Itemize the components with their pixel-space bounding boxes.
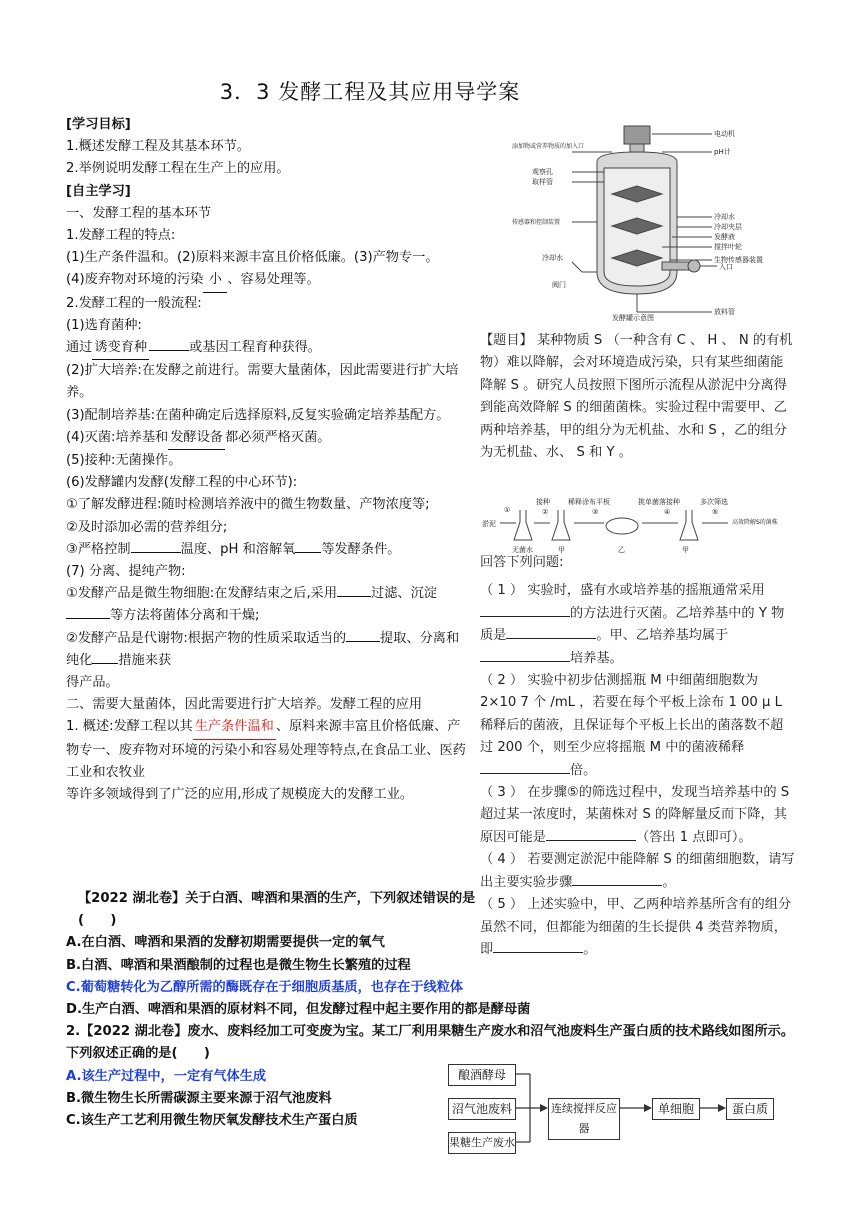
question-1 (480, 580, 796, 670)
question-intro: 【题目】 某种物质 S （一种含有 C 、 H 、 N 的有机物）难以降解，会对环境造成污染，只有某些细菌能降解 S 。研究人员按照下图所示流程从淤泥中分离得到能高效降解 S 的细菌菌株。实验过程中需要甲、乙两种培养基，甲的组分为无机盐、水和 S ，乙的组分为无机盐、水、 S 和 Y 。 (480, 333, 793, 461)
text: 的方法进行灭菌。乙培养基中的 Y 物质是 (480, 605, 785, 644)
para-1: 1.发酵工程的特点: (66, 228, 176, 244)
para-8: (3)配制培养基:在菌种确定后选择原料,反复实验确定培养基配方。 (66, 407, 450, 423)
para-14 (66, 539, 466, 561)
text: 都必须严格灭菌。 (225, 429, 331, 445)
flow-step-label: 多次筛选 (700, 498, 728, 506)
text: 过滤、沉淀 (371, 586, 437, 602)
mcq-1: 【2022 湖北卷】关于白酒、啤酒和果酒的生产，下列叙述错误的是( ) (78, 891, 476, 929)
label-ph: pH计 (714, 148, 731, 156)
mcq-2: 2.【2022 湖北卷】废水、废料经加工可变废为宝。某工厂利用果糖生产废水和沼气池废料生产蛋白质的技术路线如图所示。下列叙述正确的是( ) (66, 1024, 795, 1062)
text: 倍。 (570, 762, 597, 778)
text: （ 3 ） 在步骤⑤的筛选过程中，发现当培养基中的 S 超过某一浓度时，某菌株对 S 的降解量反而下降，其原因可能是 (480, 785, 790, 845)
text: 温度、pH 和溶解氧 (180, 541, 296, 557)
para-11: (6)发酵罐内发酵(发酵工程的中心环节): (66, 475, 298, 491)
fill-blank: 小 (203, 269, 227, 292)
text: （ 4 ） 若要测定淤泥中能降解 S 的细菌细胞数，请写出主要实验步骤 (480, 852, 795, 890)
flask-label: 甲 (558, 546, 565, 554)
goals-heading: [学习目标] (66, 117, 131, 132)
text: ①发酵产品是微生物细胞:在发酵结束之后,采用 (66, 586, 338, 602)
protein-box: 蛋白质 (726, 1098, 774, 1120)
fill-blank (149, 350, 189, 351)
process-diagram (448, 1060, 788, 1156)
label-cooling-water-left: 冷却水 (542, 254, 563, 262)
para-15: (7) 分离、提纯产物: (66, 564, 186, 580)
goal-2: 2.举例说明发酵工程在生产上的应用。 (66, 161, 290, 177)
para-6 (66, 337, 466, 360)
label-biosensor: 生物传感器装置 (714, 256, 763, 264)
fill-blank (346, 641, 380, 642)
self-study-heading: [自主学习] (66, 183, 131, 199)
left-column (66, 114, 466, 806)
label-broth: 发酵液 (714, 233, 735, 241)
para-3 (66, 269, 466, 292)
section-2-heading: 二、需要大量菌体，因此需要进行扩大培养。发酵工程的应用 (66, 697, 423, 713)
flow-end: 高效降解S的菌株 (732, 519, 778, 526)
input-yeast: 酿酒酵母 (448, 1064, 516, 1086)
plate-icon (606, 518, 638, 534)
flask-icon (514, 510, 532, 540)
mcq-1-option-c: C.葡萄糖转化为乙醇所需的酶既存在于细胞质基质，也存在于线粒体 (66, 979, 464, 995)
answer-heading: 回答下列问题: (480, 555, 564, 570)
text: (4)灭菌:培养基和 (66, 429, 169, 445)
flow-step-label: 接种 (536, 498, 550, 506)
flow-num: ④ (664, 508, 671, 516)
mcq-2-option-b: B.微生物生长所需碳源主要来源于沼气池废料 (66, 1090, 332, 1106)
input-fructose-wastewater: 果糖生产废水 (448, 1132, 516, 1154)
text: 提取、分离和纯化 (66, 630, 460, 668)
text: 等发酵条件。 (321, 541, 401, 557)
label-sensor: 传感器和控制装置 (512, 219, 561, 226)
mcq-2-option-c: C.该生产工艺利用微生物厌氧发酵技术生产蛋白质 (66, 1113, 358, 1129)
flask-icon (680, 510, 698, 540)
para-18: 得产品。 (66, 675, 119, 691)
fermenter-diagram (512, 122, 772, 322)
fill-blank (295, 552, 321, 553)
para-13: ②及时添加必需的营养组分; (66, 519, 228, 535)
answer-blank (480, 661, 570, 662)
mcq-1-option-b: B.白酒、啤酒和果酒酿制的过程也是微生物生长繁殖的过程 (66, 957, 411, 973)
para-12: ①了解发酵进程:随时检测培养液中的微生物数量、产物浓度等; (66, 497, 430, 513)
label-motor: 电动机 (714, 130, 735, 138)
text: 1. 概述:发酵工程以其 (66, 719, 193, 735)
right-column (480, 330, 796, 464)
fill-blank (337, 596, 371, 597)
para-5: (1)选育菌种: (66, 317, 142, 333)
answer-blank (480, 616, 570, 617)
mcq-1-option-a: A.在白酒、啤酒和果酒的发酵初期需要提供一定的氧气 (66, 935, 385, 951)
question-3 (480, 782, 796, 849)
reactor-box: 连续搅拌反应器 (548, 1098, 620, 1140)
diagram-caption: 发酵罐示意图 (612, 314, 654, 322)
motor-icon (624, 126, 650, 144)
flask-label: 无菌水 (512, 546, 533, 554)
text: 。 (583, 941, 597, 957)
text: （ 1 ） 实验时，盛有水或培养基的摇瓶通常采用 (480, 583, 765, 599)
text: （ 5 ） 上述实验中，甲、乙两种培养基所含有的组分虽然不同，但都能为细菌的生长提供 4 类营养物质，即 (480, 897, 792, 957)
question-2 (480, 670, 796, 782)
para-9 (66, 427, 466, 450)
fill-blank (92, 663, 118, 664)
para-16 (66, 583, 466, 627)
text: （答出 1 点即可）。 (635, 829, 752, 845)
fill-blank-answer: 生产条件温和 (193, 716, 276, 739)
flow-step-label: 挑单菌落接种 (638, 498, 680, 506)
text: 培养基。 (570, 650, 623, 666)
fill-blank: 发酵设备 (168, 427, 225, 450)
flask-icon (552, 510, 570, 540)
text: 、原料来源丰富且价格低廉、产物专一、废弃物对环境的污染小和容易处理等特点,在食品工业、医药工业和农牧业 (66, 719, 466, 780)
para-10: (5)接种:无菌操作。 (66, 453, 182, 469)
text: ②发酵产品是代谢物:根据产物的性质采取适当的 (66, 630, 347, 646)
label-jacket: 冷却夹层 (714, 223, 742, 231)
plate-label: 乙 (618, 546, 625, 554)
text: 、容易处理等。 (227, 272, 320, 288)
text: 。甲、乙培养基均属于 (596, 628, 729, 644)
para-19 (66, 716, 466, 784)
text: 等方法将菌体分离和干燥; (110, 608, 260, 624)
text: （ 2 ） 实验中初步估测摇瓶 M 中细菌细胞数为 2×10 7 个 /mL ，若要在每个平板上涂布 1 00 μ L 稀释后的菌液，且保证每个平板上长出的菌落数不超过 200 个，则至少应将摇瓶 M 中的菌液稀释 (480, 673, 784, 756)
fill-blank (131, 552, 181, 553)
single-cell-box: 单细胞 (652, 1098, 700, 1120)
answer-blank (480, 773, 570, 774)
label-valve: 阀门 (552, 281, 566, 289)
flow-start: 淤泥 (482, 520, 496, 528)
para-17 (66, 628, 466, 672)
page-title: 3．3 发酵工程及其应用导学案 (219, 80, 521, 104)
answer-blank (572, 885, 662, 886)
mcq-2-option-a: A.该生产过程中，一定有气体生成 (66, 1068, 267, 1084)
para-7: (2)扩大培养:在发酵之前进行。需要大量菌体，因此需要进行扩大培养。 (66, 363, 459, 401)
flow-step-label: 稀释涂布平板 (568, 498, 610, 506)
label-feed-inlet: 添加物或营养物质的加入口 (512, 143, 585, 150)
fill-blank: 诱变育种 (92, 337, 149, 360)
section-1-heading: 一、发酵工程的基本环节 (66, 205, 212, 221)
flow-num: ① (504, 506, 511, 514)
mcq-1-option-d: D.生产白酒、啤酒和果酒的原材料不同，但发酵过程中起主要作用的都是酵母菌 (66, 1002, 531, 1018)
label-discharge: 放料管 (714, 308, 735, 316)
label-impeller: 搅拌叶轮 (714, 243, 742, 251)
answer-blank (546, 840, 636, 841)
flow-num: ③ (592, 508, 599, 516)
label-inlet: 入口 (719, 263, 733, 271)
answer-blank (506, 638, 596, 639)
text: 或基因工程育种获得。 (189, 340, 321, 356)
label-cooling-water: 冷却水 (714, 213, 735, 221)
flow-num: ⑤ (712, 508, 719, 516)
goal-1: 1.概述发酵工程及其基本环节。 (66, 139, 251, 155)
flask-label: 甲 (682, 546, 689, 554)
text: ③严格控制 (66, 541, 131, 557)
text: 。 (662, 874, 676, 890)
para-20: 等许多领域得到了广泛的应用,形成了规模庞大的发酵工业。 (66, 787, 414, 803)
text: 措施来获 (118, 652, 172, 668)
flow-num: ② (542, 508, 549, 516)
text: (4)废弃物对环境的污染 (66, 272, 204, 288)
label-sampling: 取样管 (532, 178, 553, 186)
text: 通过 (66, 340, 93, 356)
input-biogas-waste: 沼气池废料 (448, 1098, 516, 1120)
para-2: (1)生产条件温和。(2)原料来源丰富且价格低廉。(3)产物专一。 (66, 250, 439, 266)
para-4: 2.发酵工程的一般流程: (66, 295, 202, 311)
label-view-hole: 观察孔 (532, 168, 553, 176)
isolation-flow-diagram (480, 496, 796, 556)
fill-blank (66, 618, 110, 619)
